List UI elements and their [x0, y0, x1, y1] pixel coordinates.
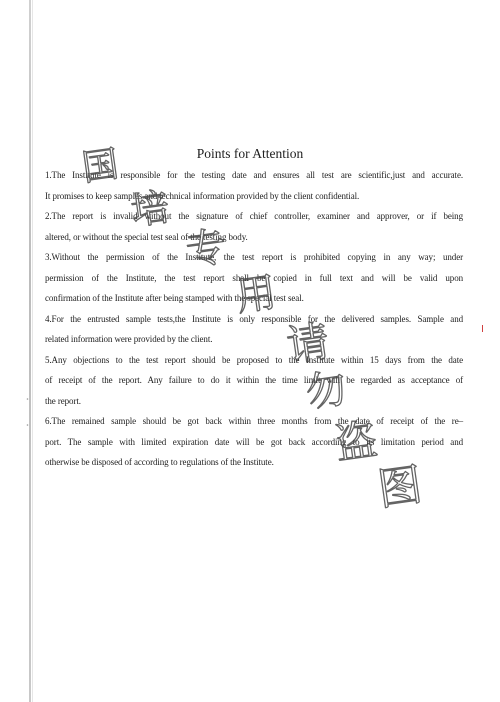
- text-line: 5.Any objections to the test report should be proposed to the Institute within 15 days from the date: [45, 354, 463, 365]
- text-line: 6.The remained sample should be got back within three months from the date of receipt of the re–: [45, 416, 463, 426]
- scan-page-edge-shadow: [32, 0, 33, 702]
- text-line: It promises to keep samples and technical information provided by the client confidential.: [45, 190, 360, 201]
- text-line: 4.For the entrusted sample tests,the Institute is only responsible for the delivered samples. Sample and: [45, 313, 463, 324]
- document-title: Points for Attention: [196, 146, 304, 161]
- text-line: related information were provided by the client.: [45, 334, 213, 344]
- text-line: 1.The Institute is responsible for the testing date and ensures all test are scientific,just and accurate.: [45, 170, 463, 180]
- watermark-char: 盗: [331, 414, 381, 469]
- text-line: the report.: [45, 395, 81, 406]
- watermark-char: 国: [79, 143, 122, 190]
- red-pen-mark: [482, 325, 483, 332]
- text-line: permission of the Institute, the test report shall be copied in full text and will be valid upon: [45, 272, 463, 283]
- scan-page-edge: [29, 0, 31, 702]
- watermark-char: 勿: [303, 365, 350, 417]
- text-line: confirmation of the Institute after being stamped with the special test seal.: [45, 293, 304, 303]
- document-body: [45, 165, 463, 473]
- text-line: otherwise be disposed of according to regulations of the Institute.: [45, 457, 274, 467]
- text-line: of receipt of the report. Any failure to do it within the time limit will be regarded as acceptance of: [45, 375, 463, 385]
- text-line: altered, or without the special test seal of the testing body.: [45, 231, 248, 242]
- watermark-char: 用: [233, 269, 280, 321]
- text-line: 3.Without the permission of the Institute, the test report is prohibited copying in any way; under: [45, 252, 463, 262]
- watermark-char: 培: [128, 184, 173, 234]
- binding-marks: [26, 395, 29, 435]
- watermark-char: 图: [374, 459, 426, 516]
- text-line: 2.The report is invalid without the signature of chief controller, examiner and approver, or if being: [45, 211, 463, 221]
- watermark-char: 请: [283, 316, 333, 371]
- watermark-char: 专: [183, 223, 230, 275]
- text-line: port. The sample with limited expiration date will be got back according to its limitation period and: [45, 436, 463, 447]
